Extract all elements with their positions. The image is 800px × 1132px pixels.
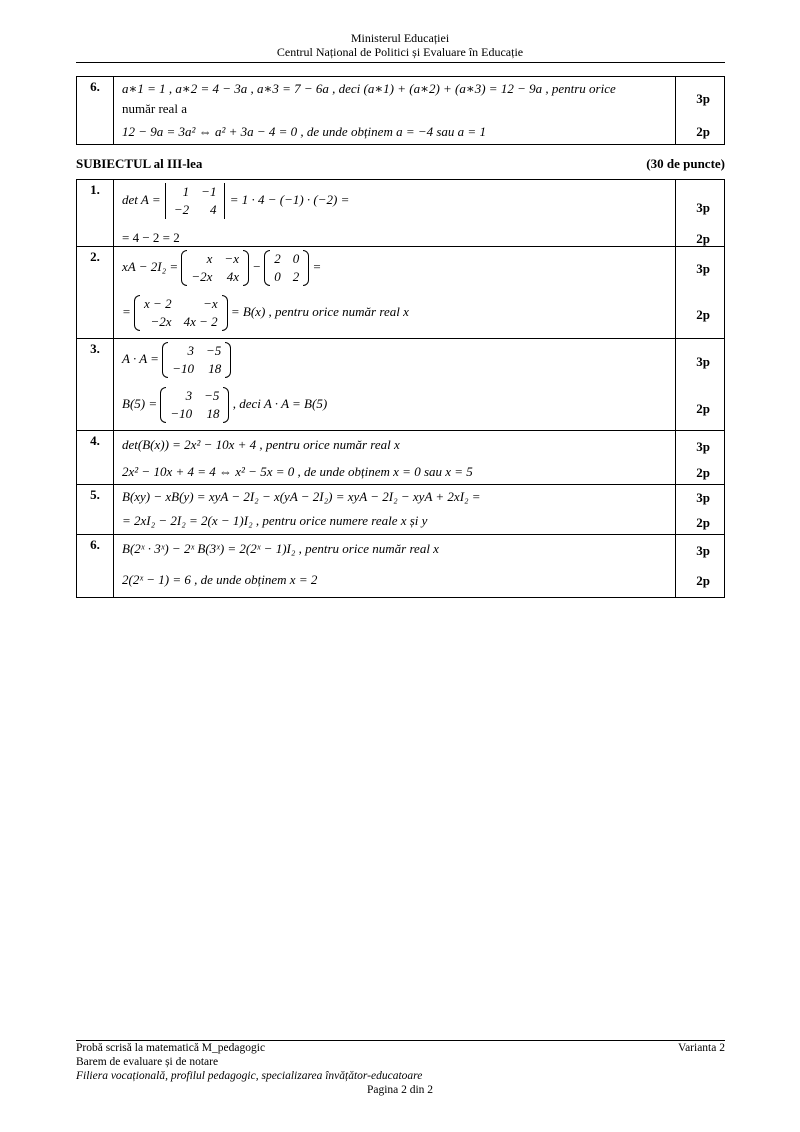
expr-prefix: A · A = [122,350,159,366]
item-solution [114,77,676,145]
footer-variant: Varianta 2 [678,1042,725,1054]
item-number: 1. [77,180,114,247]
solution-line: a∗1 = 1 , a∗2 = 4 − 3a , a∗3 = 7 − 6a , deci (a∗1) + (a∗2) + (a∗3) = 12 − 9a , pentru orice [122,81,616,96]
solution-line [122,387,327,423]
footer-specialization: Filiera vocațională, profilul pedagogic, specializarea învățător-educatoare [76,1070,423,1082]
item-number: 6. [77,77,114,145]
footer-exam: Probă scrisă la matematică M_pedagogic [76,1042,266,1054]
det-prefix: det A = [122,191,161,207]
points-value: 3p [696,354,710,369]
item-number: 3. [77,339,114,431]
solution-line [122,342,231,378]
points-value: 3p [696,439,710,454]
matrix [160,387,229,423]
points-cell [676,77,725,145]
points-value: 2p [696,231,710,246]
solution-line: det(B(x)) = 2x² − 10x + 4 , pentru orice număr real x [122,437,400,452]
matrix-cell: 1 [182,184,190,199]
table-row [77,339,725,431]
matrix-cell: 3 [185,388,193,403]
operator: = [122,303,131,319]
solution-line: 2(2ˣ − 1) = 6 , de unde obținem x = 2 [122,572,318,587]
matrix-cell: 3 [187,343,194,358]
matrix-cell: 4x − 2 [183,314,218,329]
matrix-cell: −x [224,251,239,266]
solution-line [122,250,321,286]
subject-iii-table [76,179,725,598]
table-row [77,77,725,145]
points-value: 2p [696,573,710,588]
matrix-cell: x − 2 [144,296,172,311]
solution-line: B(xy) − xB(y) = xyA − 2I₂ − x(yA − 2I₂) = xyA − 2I₂ − xyA + 2xI₂ = [122,489,481,504]
matrix [134,295,228,331]
matrix-cell: 18 [208,361,222,376]
expr-prefix: B(5) = [122,395,158,411]
expr-prefix: xA − 2I₂ = [122,258,179,274]
solution-line [122,295,409,331]
points-value: 2p [696,124,710,139]
item-solution [114,247,676,339]
section-title: SUBIECTUL al III-lea [76,156,203,171]
matrix-cell: 2 [274,251,281,266]
header-center: Centrul Național de Politici și Evaluare în Educație [276,45,524,59]
solution-line: = 4 − 2 = 2 [122,230,180,245]
matrix-cell: x [206,251,213,266]
matrix-cell: 0 [274,269,281,284]
section-points: (30 de puncte) [646,156,725,171]
points-cell [676,180,725,247]
matrix-cell: −2 [173,202,190,217]
matrix [264,250,309,286]
matrix-cell: 2 [292,269,300,284]
table-row [77,247,725,339]
solution-line: = 2xI₂ − 2I₂ = 2(x − 1)I₂ , pentru orice numere reale x și y [122,513,428,528]
points-value: 3p [696,91,710,106]
header-ministry: Ministerul Educației [350,31,450,45]
det-suffix: = 1 · 4 − (−1) · (−2) = [229,191,350,207]
matrix-cell: −10 [170,406,193,421]
points-cell [676,247,725,339]
points-value: 2p [696,515,710,530]
item-solution [114,180,676,247]
matrix-cell: −1 [201,184,217,199]
points-value: 2p [696,307,710,322]
matrix-cell: −x [203,296,218,311]
item-solution [114,431,676,485]
header-divider [76,62,725,63]
operator: = [312,258,322,274]
table-row [77,180,725,247]
matrix-cell: −2x [191,269,213,284]
matrix-cell: 0 [292,251,300,266]
matrix-cell: 4x [226,269,239,284]
points-cell [676,431,725,485]
solution-line: 2x² − 10x + 4 = 4 ⇔ x² − 5x = 0 , de unde obținem x = 0 sau x = 5 [122,464,473,479]
points-value: 2p [696,465,710,480]
points-value: 3p [696,490,710,505]
matrix-cell: −5 [204,388,220,403]
item-number: 2. [77,247,114,339]
expr-suffix: = B(x) , pentru orice număr real x [230,303,409,319]
points-value: 3p [696,543,710,558]
section-heading [76,156,725,172]
matrix-cell: −2x [150,314,172,329]
prev-subject-table [76,76,725,145]
solution-line: număr real a [122,101,187,116]
matrix-cell: 4 [209,202,217,217]
table-row [77,535,725,598]
points-cell [676,485,725,535]
points-value: 2p [696,401,710,416]
solution-line: B(2ˣ · 3ˣ) − 2ˣ B(3ˣ) = 2(2ˣ − 1)I₂ , pentru orice număr real x [122,541,439,556]
points-value: 3p [696,200,710,215]
item-number: 6. [77,535,114,598]
footer-divider [76,1040,725,1041]
matrix [181,250,249,286]
table-row [77,485,725,535]
points-value: 3p [696,261,710,276]
solution-line: 12 − 9a = 3a² ⇔ a² + 3a − 4 = 0 , de unde obținem a = −4 sau a = 1 [122,124,486,139]
item-number: 5. [77,485,114,535]
footer-barem: Barem de evaluare și de notare [76,1056,219,1068]
matrix [162,342,231,378]
determinant [164,183,227,219]
operator: − [252,258,261,274]
item-solution [114,535,676,598]
table-row [77,431,725,485]
item-solution [114,339,676,431]
item-solution [114,485,676,535]
points-cell [676,339,725,431]
matrix-cell: −5 [205,343,222,358]
solution-line [122,183,349,219]
expr-suffix: , deci A · A = B(5) [232,395,328,411]
item-number: 4. [77,431,114,485]
points-cell [676,535,725,598]
matrix-cell: −10 [172,361,194,376]
footer-page-number: Pagina 2 din 2 [366,1084,434,1096]
matrix-cell: 18 [206,406,220,421]
